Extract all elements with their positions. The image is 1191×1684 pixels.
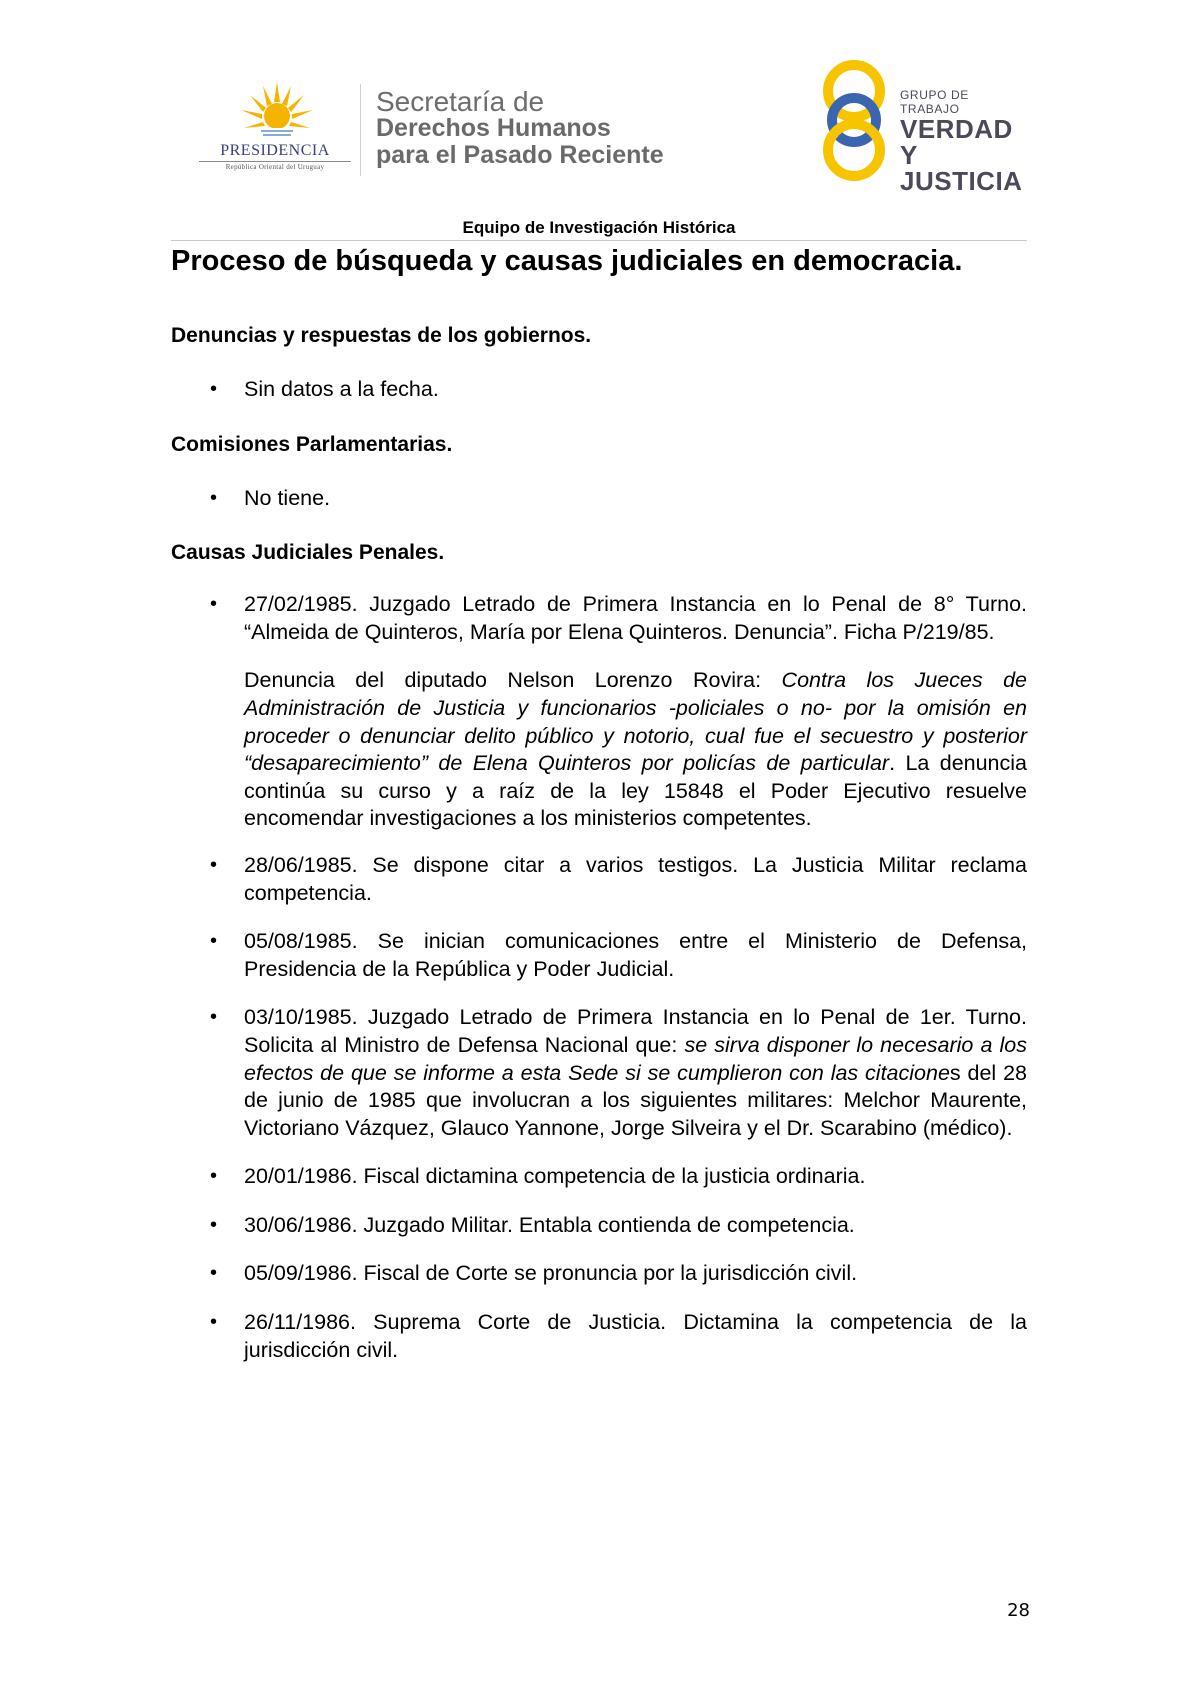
secretaria-logo-text	[376, 88, 664, 169]
list-item	[171, 485, 1027, 513]
bullet: •	[210, 1006, 218, 1029]
list-item	[171, 376, 1027, 404]
item-text: 26/11/1986. Suprema Corte de Justicia. Dictamina la competencia de la jurisdicción civil.	[244, 1310, 1027, 1362]
header-rule	[171, 240, 1027, 241]
list-item	[171, 1212, 1027, 1240]
item-text-italic: se sirva disponer lo necesario a los efectos de que se informe a esta Sede si se cumplieron con las citacione	[244, 1032, 1028, 1085]
page-number: 28	[1007, 1600, 1030, 1621]
presidencia-rule	[199, 161, 351, 162]
bullet: •	[210, 1262, 218, 1285]
bullet: •	[210, 930, 218, 953]
presidencia-logo	[197, 82, 353, 177]
bullet: •	[210, 853, 218, 876]
item-text-a: 03/10/1985. Juzgado Letrado de Primera Instancia en lo Penal de 1er. Turno. Solicita al Ministro de Defensa Nacional que:	[244, 1005, 1027, 1057]
secretaria-line2: Derechos Humanos	[376, 114, 611, 142]
item-text: 20/01/1986. Fiscal dictamina competencia de la justicia ordinaria.	[244, 1164, 866, 1189]
document-title	[171, 242, 1027, 280]
secretaria-line3: para el Pasado Reciente	[376, 141, 664, 169]
para-text-a: Denuncia del diputado Nelson Lorenzo Rovira:	[244, 668, 782, 693]
bullet: •	[210, 1165, 218, 1188]
bullet: •	[210, 486, 218, 509]
grupo-trabajo-logo	[818, 58, 1028, 196]
list-item	[171, 1260, 1027, 1288]
item-text: 30/06/1986. Juzgado Militar. Entabla contienda de competencia.	[244, 1212, 855, 1237]
title-text: Proceso de búsqueda y causas judiciales en democracia.	[171, 245, 963, 277]
running-head: Equipo de Investigación Histórica	[462, 218, 736, 237]
causas-list-continued	[171, 852, 1027, 1364]
section-heading-causas: Causas Judiciales Penales.	[171, 541, 445, 565]
bullet: •	[210, 593, 218, 616]
denuncias-list	[171, 376, 1027, 404]
list-item	[171, 1309, 1027, 1364]
comisiones-list	[171, 485, 1027, 513]
para-text-c: . La denuncia continúa su curso y a raíz de la ley 15848 el Poder Ejecutivo resuelve encomendar investigaciones a los ministerios competentes.	[244, 751, 1028, 831]
section-heading-comisiones: Comisiones Parlamentarias.	[171, 432, 453, 456]
list-item	[171, 1004, 1027, 1142]
header-divider	[360, 84, 361, 176]
grupo-line3: JUSTICIA	[900, 166, 1023, 196]
presidencia-name: PRESIDENCIA	[220, 142, 330, 159]
linked-rings-icon	[818, 58, 898, 182]
list-item	[171, 852, 1027, 907]
item-text: 05/09/1986. Fiscal de Corte se pronuncia por la jurisdicción civil.	[244, 1261, 858, 1286]
item-text-c: s del 28 de junio de 1985 que involucran a los siguientes militares: Melchor Maurente, Victoriano Vázquez, Glauco Yannone, Jorge Silveira y el Dr. Scarabino (médico).	[244, 1060, 1027, 1140]
document-body	[171, 242, 1027, 1364]
para-text-italic: Contra los Jueces de Administración de Justicia y funcionarios -policiales o no- por la omisión en proceder o denunciar delito público y notorio, cual fue el secuestro y posterior “desaparecimiento” de Elena Quinteros por policías de particular	[244, 668, 1027, 776]
page-header	[0, 0, 1191, 215]
bullet: •	[210, 378, 218, 400]
item-text: Sin datos a la fecha.	[244, 377, 439, 401]
secretaria-line1: Secretaría de	[376, 86, 545, 117]
item-text: 28/06/1985. Se dispone citar a varios testigos. La Justicia Militar reclama competencia.	[244, 852, 1027, 905]
presidencia-subtitle: República Oriental del Uruguay	[225, 163, 325, 171]
grupo-trabajo-text	[900, 88, 1028, 194]
list-item	[171, 591, 1027, 646]
denuncia-paragraph	[171, 667, 1027, 833]
list-item	[171, 928, 1027, 983]
item-text: 27/02/1985. Juzgado Letrado de Primera Instancia en lo Penal de 8° Turno. “Almeida de Quinteros, María por Elena Quinteros. Denuncia”. Ficha P/219/85.	[244, 592, 1027, 644]
causas-list	[171, 591, 1027, 646]
grupo-line2: VERDAD Y	[900, 114, 1013, 170]
grupo-line1: GRUPO DE TRABAJO	[900, 88, 969, 116]
item-text: No tiene.	[244, 485, 331, 510]
bullet: •	[210, 1311, 218, 1334]
bullet: •	[210, 1213, 218, 1236]
list-item	[171, 1163, 1027, 1191]
sun-emblem-icon	[241, 82, 313, 140]
item-text: 05/08/1985. Se inician comunicaciones entre el Ministerio de Defensa, Presidencia de la República y Poder Judicial.	[244, 929, 1027, 981]
section-heading-denuncias: Denuncias y respuestas de los gobiernos.	[171, 324, 592, 347]
